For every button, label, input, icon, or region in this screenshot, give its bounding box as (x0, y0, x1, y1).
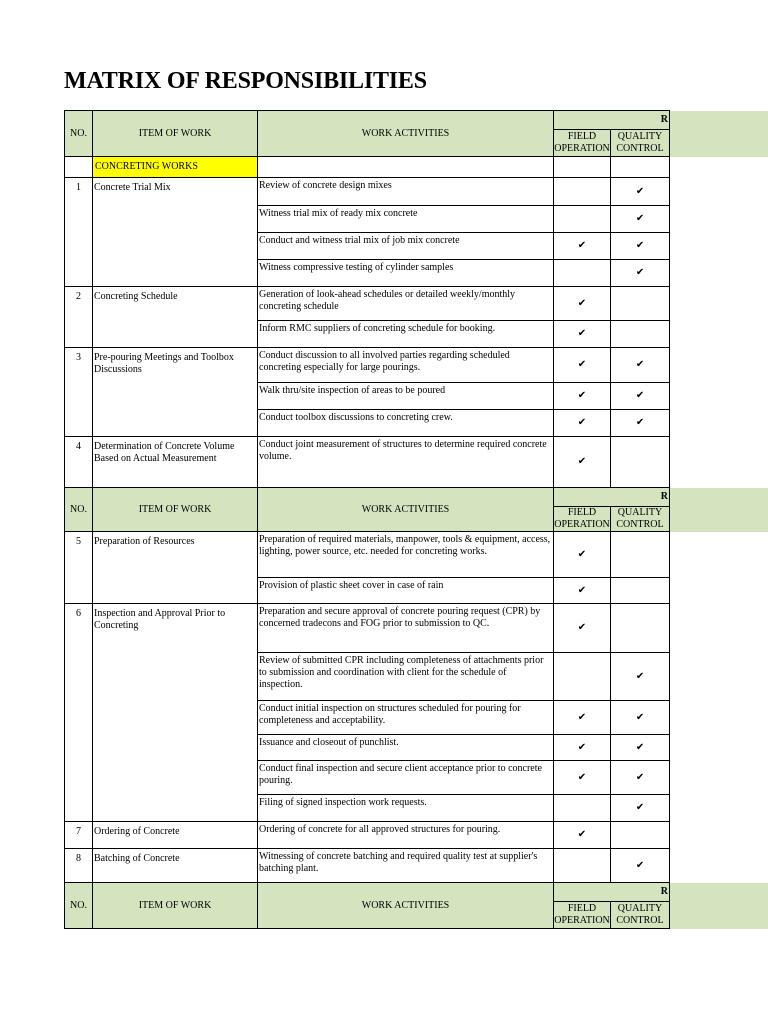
quality-control-check: ✔ (611, 348, 670, 383)
quality-control-check: ✔ (611, 233, 670, 260)
header-responsibility: R (554, 111, 670, 130)
field-operation-check: ✔ (554, 578, 611, 604)
header-no: NO. (65, 488, 93, 532)
work-activity: Walk thru/site inspection of areas to be poured (258, 383, 554, 410)
quality-control-check (611, 532, 670, 578)
header-quality-control: QUALITY CONTROL (611, 130, 670, 157)
work-activity: Conduct final inspection and secure client acceptance prior to concrete pouring. (258, 761, 554, 795)
quality-control-check: ✔ (611, 653, 670, 701)
quality-control-check: ✔ (611, 795, 670, 822)
responsibility-matrix (64, 110, 768, 929)
header-work-activities: WORK ACTIVITIES (258, 111, 554, 157)
work-activity: Witnessing of concrete batching and required quality test at supplier's batching plant. (258, 849, 554, 883)
field-operation-check: ✔ (554, 604, 611, 653)
work-activity: Inform RMC suppliers of concreting schedule for booking. (258, 321, 554, 348)
row-number: 7 (65, 822, 93, 849)
field-operation-check: ✔ (554, 437, 611, 488)
header-responsibility: R (554, 883, 670, 902)
quality-control-check (611, 321, 670, 348)
header-field-operation: FIELD OPERATION (554, 130, 611, 157)
row-number: 8 (65, 849, 93, 883)
header-work-activities: WORK ACTIVITIES (258, 488, 554, 532)
quality-control-check: ✔ (611, 849, 670, 883)
item-of-work: Pre-pouring Meetings and Toolbox Discussions (93, 348, 258, 437)
work-activity: Generation of look-ahead schedules or detailed weekly/monthly concreting schedule (258, 287, 554, 321)
header-item-of-work: ITEM OF WORK (93, 488, 258, 532)
work-activity: Conduct and witness trial mix of job mix concrete (258, 233, 554, 260)
header-field-operation: FIELD OPERATION (554, 902, 611, 929)
field-operation-check: ✔ (554, 410, 611, 437)
header-extension (670, 488, 768, 507)
header-quality-control: QUALITY CONTROL (611, 507, 670, 532)
field-operation-check: ✔ (554, 383, 611, 410)
quality-control-check: ✔ (611, 735, 670, 761)
quality-control-check (611, 578, 670, 604)
field-operation-check: ✔ (554, 701, 611, 735)
field-operation-check: ✔ (554, 761, 611, 795)
work-activity: Filing of signed inspection work requests. (258, 795, 554, 822)
field-operation-check: ✔ (554, 321, 611, 348)
row-number: 4 (65, 437, 93, 488)
work-activity: Conduct joint measurement of structures to determine required concrete volume. (258, 437, 554, 488)
quality-control-check: ✔ (611, 178, 670, 206)
quality-control-check: ✔ (611, 410, 670, 437)
quality-control-check (611, 437, 670, 488)
field-operation-check: ✔ (554, 348, 611, 383)
work-activity: Witness compressive testing of cylinder samples (258, 260, 554, 287)
work-activity: Provision of plastic sheet cover in case of rain (258, 578, 554, 604)
field-operation-check (554, 206, 611, 233)
work-activity: Conduct toolbox discussions to concreting crew. (258, 410, 554, 437)
work-activity: Witness trial mix of ready mix concrete (258, 206, 554, 233)
header-responsibility: R (554, 488, 670, 507)
work-activity: Review of submitted CPR including completeness of attachments prior to submission and coordination with client for the schedule of inspection. (258, 653, 554, 701)
page-title: MATRIX OF RESPONSIBILITIES (64, 68, 427, 94)
item-of-work: Concreting Schedule (93, 287, 258, 348)
row-number: 5 (65, 532, 93, 604)
header-field-operation: FIELD OPERATION (554, 507, 610, 530)
item-of-work: Determination of Concrete Volume Based on Actual Measurement (93, 437, 258, 488)
field-operation-check: ✔ (554, 233, 611, 260)
quality-control-check (611, 287, 670, 321)
quality-control-check (611, 822, 670, 849)
row-number: 6 (65, 604, 93, 822)
quality-control-check: ✔ (611, 383, 670, 410)
field-operation-check: ✔ (554, 735, 611, 761)
header-extension (670, 883, 768, 902)
quality-control-check: ✔ (611, 701, 670, 735)
item-of-work: Inspection and Approval Prior to Concreting (93, 604, 258, 822)
field-operation-check: ✔ (554, 287, 611, 321)
field-operation-check: ✔ (554, 532, 611, 578)
header-work-activities: WORK ACTIVITIES (258, 883, 554, 929)
header-extension (670, 111, 768, 130)
field-operation-check (554, 178, 611, 206)
work-activity: Review of concrete design mixes (258, 178, 554, 206)
field-operation-check (554, 849, 611, 883)
item-of-work: Concrete Trial Mix (93, 178, 258, 287)
quality-control-check: ✔ (611, 206, 670, 233)
item-of-work: Preparation of Resources (93, 532, 258, 604)
quality-control-check (611, 604, 670, 653)
work-activity: Conduct discussion to all involved parties regarding scheduled concreting especially for large pourings. (258, 348, 554, 383)
section-title: CONCRETING WORKS (93, 157, 258, 178)
row-number: 2 (65, 287, 93, 348)
quality-control-check: ✔ (611, 260, 670, 287)
header-item-of-work: ITEM OF WORK (93, 111, 258, 157)
header-no: NO. (65, 111, 93, 157)
header-item-of-work: ITEM OF WORK (93, 883, 258, 929)
row-number: 1 (65, 178, 93, 287)
field-operation-check (554, 653, 611, 701)
work-activity: Preparation and secure approval of concrete pouring request (CPR) by concerned tradecons and FOG prior to submission to QC. (258, 604, 554, 653)
work-activity: Ordering of concrete for all approved structures for pouring. (258, 822, 554, 849)
row-number: 3 (65, 348, 93, 437)
field-operation-check (554, 795, 611, 822)
item-of-work: Ordering of Concrete (93, 822, 258, 849)
field-operation-check (554, 260, 611, 287)
header-no: NO. (65, 883, 93, 929)
field-operation-check: ✔ (554, 822, 611, 849)
header-quality-control: QUALITY CONTROL (611, 902, 670, 929)
item-of-work: Batching of Concrete (93, 849, 258, 883)
work-activity: Conduct initial inspection on structures scheduled for pouring for completeness and acceptability. (258, 701, 554, 735)
quality-control-check: ✔ (611, 761, 670, 795)
work-activity: Preparation of required materials, manpower, tools & equipment, access, lighting, power source, etc. needed for concreting works. (258, 532, 554, 578)
work-activity: Issuance and closeout of punchlist. (258, 735, 554, 761)
